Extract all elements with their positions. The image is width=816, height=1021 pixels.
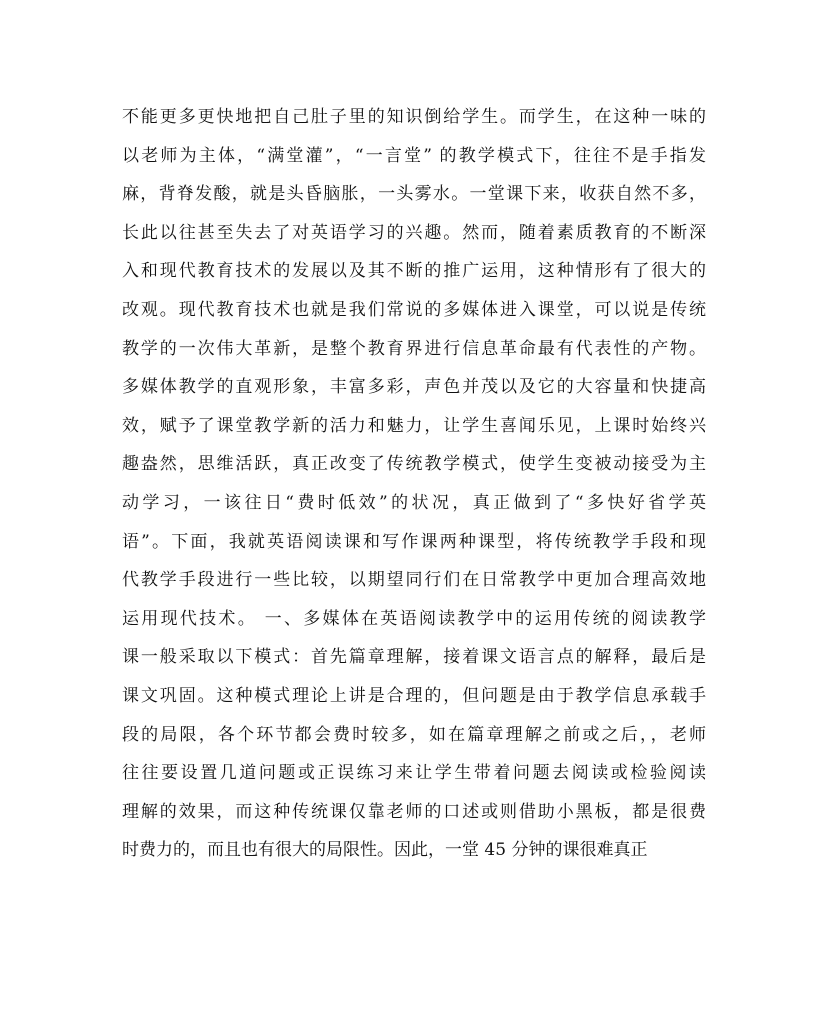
body-text <box>122 98 706 870</box>
text-line-7: 教学的一次伟大革新，是整个教育界进行信息革命最有代表性的产物。 <box>122 338 706 359</box>
text-line-5: 入和现代教育技术的发展以及其不断的推广运用，这种情形有了很大的 <box>122 261 706 282</box>
text-line-16: 课文巩固。这种模式理论上讲是合理的，但问题是由于教学信息承载手 <box>122 685 706 706</box>
text-line-13: 代教学手段进行一些比较，以期望同行们在日常教学中更加合理高效地 <box>122 570 706 591</box>
text-line-14: 运用现代技术。 一、多媒体在英语阅读教学中的运用传统的阅读教学 <box>122 608 706 629</box>
text-line-9: 效，赋予了课堂教学新的活力和魅力，让学生喜闻乐见，上课时始终兴 <box>122 415 706 436</box>
text-line-2: 以老师为主体，“满堂灌”，“一言堂” 的教学模式下，往往不是手指发 <box>122 145 706 166</box>
text-line-12: 语”。下面，我就英语阅读课和写作课两种课型，将传统教学手段和现 <box>122 531 706 552</box>
text-line-19: 理解的效果，而这种传统课仅靠老师的口述或则借助小黑板，都是很费 <box>122 801 706 822</box>
text-line-20: 时费力的，而且也有很大的局限性。因此，一堂 45 分钟的课很难真正 <box>122 840 648 861</box>
text-line-11: 动学习，一该往日“费时低效”的状况，真正做到了“多快好省学英 <box>122 492 706 513</box>
text-line-3: 麻，背脊发酸，就是头昏脑胀，一头雾水。一堂课下来，收获自然不多， <box>122 184 706 205</box>
text-line-10: 趣盎然，思维活跃，真正改变了传统教学模式，使学生变被动接受为主 <box>122 454 706 475</box>
text-line-4: 长此以往甚至失去了对英语学习的兴趣。然而，随着素质教育的不断深 <box>122 222 706 243</box>
text-line-1: 不能更多更快地把自己肚子里的知识倒给学生。而学生，在这种一味的 <box>122 107 706 127</box>
text-line-18: 往往要设置几道问题或正误练习来让学生带着问题去阅读或检验阅读 <box>122 763 706 784</box>
text-line-6: 改观。现代教育技术也就是我们常说的多媒体进入课堂，可以说是传统 <box>122 299 706 320</box>
text-line-15: 课一般采取以下模式：首先篇章理解，接着课文语言点的解释，最后是 <box>122 647 706 668</box>
text-line-17: 段的局限，各个环节都会费时较多，如在篇章理解之前或之后，，老师 <box>122 724 706 745</box>
text-line-8: 多媒体教学的直观形象，丰富多彩，声色并茂以及它的大容量和快捷高 <box>122 377 706 398</box>
